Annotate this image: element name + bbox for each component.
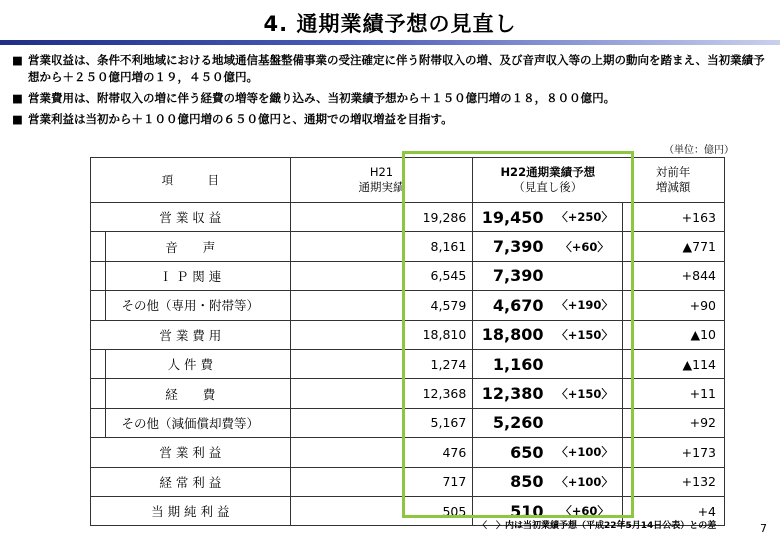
table-row	[91, 320, 725, 349]
table-row	[91, 379, 725, 408]
row-yoy-value: ▲771	[622, 232, 724, 261]
row-h21-value: 717	[290, 467, 473, 496]
row-item-label: 経 費	[91, 379, 291, 408]
header-yoy-line2: 増減額	[655, 180, 691, 194]
row-h21-value: 18,810	[290, 320, 473, 349]
row-diff-value	[548, 261, 623, 290]
row-h22-value: 19,450	[473, 203, 548, 232]
bullet-operating-profit	[12, 111, 772, 128]
row-yoy-value: +90	[622, 291, 724, 320]
row-h21-value: 4,579	[290, 291, 473, 320]
footnote: 〈 〉内は当初業績予想（平成22年5月14日公表）との差	[478, 521, 717, 531]
row-yoy-value: ▲10	[622, 320, 724, 349]
bullet-text: 営業費用は、附帯収入の増に伴う経費の増等を織り込み、当初業績予想から＋１５０億円増の１８，８００億円。	[28, 91, 616, 105]
row-h21-value: 12,368	[290, 379, 473, 408]
title-underline-bar	[0, 40, 780, 45]
table-row	[91, 203, 725, 232]
table-header-row	[91, 158, 725, 203]
page-title: 4. 通期業績予想の見直し	[263, 12, 517, 36]
table-row	[91, 467, 725, 496]
row-item-label: その他（減価償却費等）	[91, 408, 291, 437]
header-yoy-line1: 対前年	[655, 165, 691, 179]
row-h22-value: 7,390	[473, 261, 548, 290]
row-diff-value: 〈+60〉	[548, 232, 623, 261]
row-yoy-value: +132	[622, 467, 724, 496]
row-h21-value: 1,274	[290, 349, 473, 378]
header-item: 項 目	[91, 158, 291, 203]
header-yoy	[622, 158, 724, 203]
row-item-label: 音 声	[91, 232, 291, 261]
row-yoy-value: +163	[622, 203, 724, 232]
row-yoy-value: +173	[622, 438, 724, 467]
row-h21-value: 476	[290, 438, 473, 467]
header-h22	[473, 158, 622, 203]
row-h21-value: 8,161	[290, 232, 473, 261]
row-h22-value: 12,380	[473, 379, 548, 408]
row-diff-value: 〈+60〉	[548, 496, 623, 525]
row-h22-value: 850	[473, 467, 548, 496]
row-item-label: 営 業 収 益	[91, 203, 291, 232]
row-diff-value: 〈+250〉	[548, 203, 623, 232]
row-diff-value: 〈+190〉	[548, 291, 623, 320]
row-diff-value: 〈+100〉	[548, 467, 623, 496]
table-row	[91, 408, 725, 437]
row-item-label: 営 業 利 益	[91, 438, 291, 467]
bullet-expenses	[12, 90, 772, 107]
row-h21-value: 505	[290, 496, 473, 525]
table-row	[91, 438, 725, 467]
row-item-label: 営 業 費 用	[91, 320, 291, 349]
bullet-square-icon: ■	[12, 91, 23, 105]
bullet-revenue	[12, 52, 772, 86]
header-h21-line1: H21	[369, 165, 394, 179]
row-h21-value: 19,286	[290, 203, 473, 232]
row-diff-value: 〈+100〉	[548, 438, 623, 467]
row-item-label: 当 期 純 利 益	[91, 496, 291, 525]
forecast-table	[90, 157, 725, 526]
table-row	[91, 261, 725, 290]
row-h22-value: 1,160	[473, 349, 548, 378]
bullet-text: 営業利益は当初から＋１００億円増の６５０億円と、通期での増収増益を目指す。	[28, 112, 453, 126]
row-item-label: その他（専用・附帯等）	[91, 291, 291, 320]
table-row	[91, 291, 725, 320]
row-h22-value: 4,670	[473, 291, 548, 320]
header-h22-line1: H22通期業績予想	[500, 165, 596, 179]
row-yoy-value: +11	[622, 379, 724, 408]
row-diff-value: 〈+150〉	[548, 379, 623, 408]
header-h21	[290, 158, 473, 203]
row-h22-value: 650	[473, 438, 548, 467]
row-item-label: 経 常 利 益	[91, 467, 291, 496]
table-body	[91, 203, 725, 526]
unit-label: （単位：億円）	[664, 145, 734, 156]
row-h22-value: 510	[473, 496, 548, 525]
row-h21-value: 5,167	[290, 408, 473, 437]
row-diff-value: 〈+150〉	[548, 320, 623, 349]
header-h22-line2: （見直し後）	[513, 180, 583, 194]
bullet-square-icon: ■	[12, 112, 23, 126]
row-h22-value: 5,260	[473, 408, 548, 437]
table-row	[91, 232, 725, 261]
row-yoy-value: +844	[622, 261, 724, 290]
row-h21-value: 6,545	[290, 261, 473, 290]
row-diff-value	[548, 408, 623, 437]
row-h22-value: 18,800	[473, 320, 548, 349]
page-number: 7	[760, 522, 767, 535]
summary-bullets	[12, 52, 772, 132]
row-yoy-value: ▲114	[622, 349, 724, 378]
row-yoy-value: +4	[622, 496, 724, 525]
table-row	[91, 349, 725, 378]
row-diff-value	[548, 349, 623, 378]
row-item-label: Ｉ Ｐ 関 連	[91, 261, 291, 290]
row-item-label: 人 件 費	[91, 349, 291, 378]
header-h21-line2: 通期実績	[358, 180, 405, 194]
row-h22-value: 7,390	[473, 232, 548, 261]
bullet-square-icon: ■	[12, 53, 23, 67]
bullet-text: 営業収益は、条件不利地域における地域通信基盤整備事業の受注確定に伴う附帯収入の増、及び音声収入等の上期の動向を踏まえ、当初業績予想から＋２５０億円増の１９，４５０億円。	[28, 53, 765, 84]
row-yoy-value: +92	[622, 408, 724, 437]
